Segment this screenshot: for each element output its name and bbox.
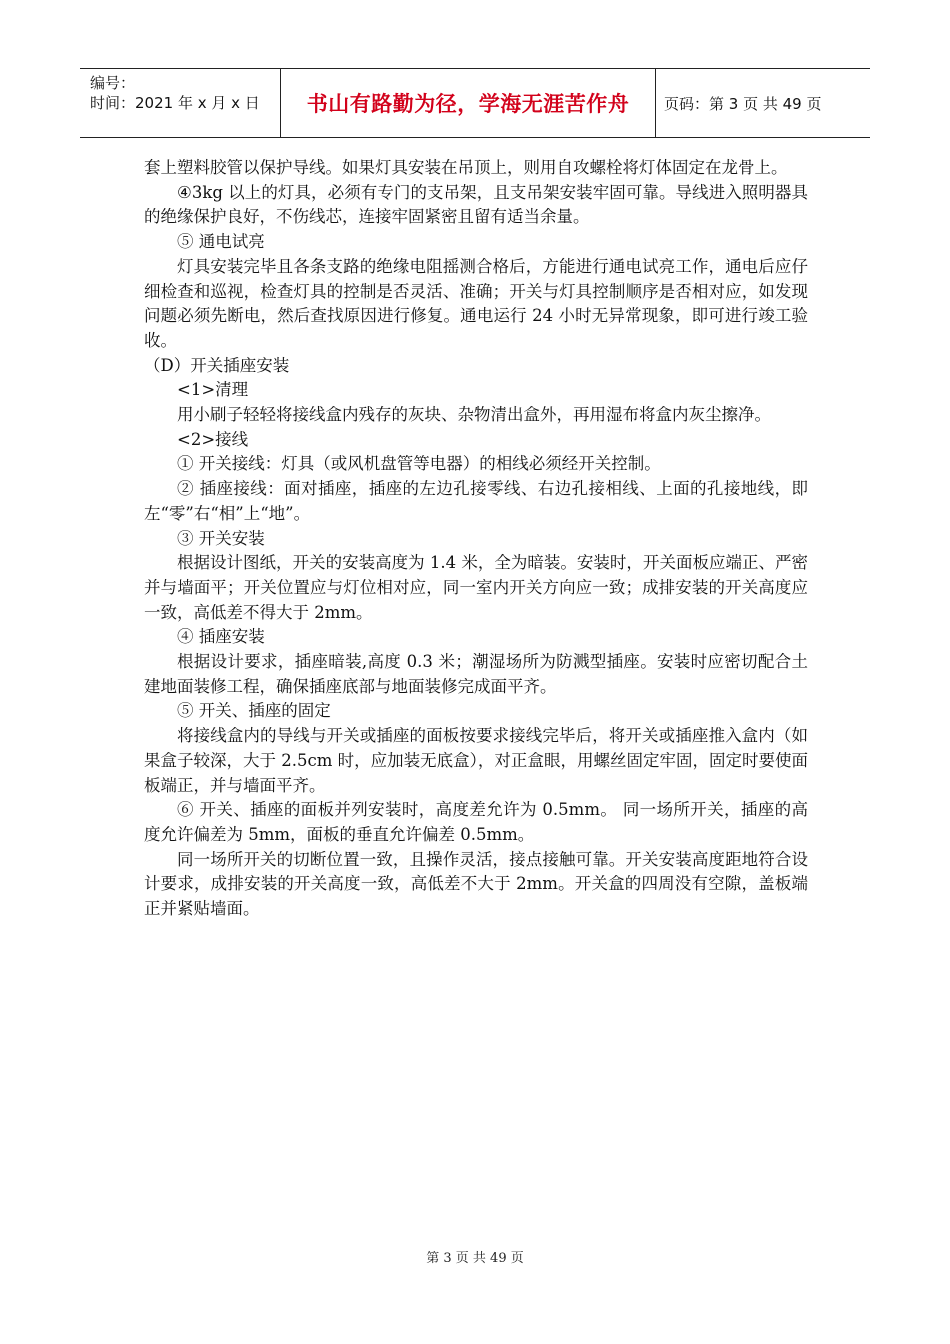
header-motto: 书山有路勤为径，学海无涯苦作舟	[280, 69, 656, 137]
document-body	[144, 156, 808, 922]
page-header	[80, 68, 870, 138]
paragraph: 套上塑料胶管以保护导线。如果灯具安装在吊顶上，则用自攻螺栓将灯体固定在龙骨上。	[144, 158, 788, 177]
paragraph: ② 插座接线：面对插座，插座的左边孔接零线、右边孔接相线、上面的孔接地线，即左“零”右“相”上“地”。	[144, 479, 808, 523]
section-subheading: <2>接线	[177, 429, 249, 449]
section-heading: （D）开关插座安装	[144, 355, 290, 375]
paragraph: 灯具安装完毕且各条支路的绝缘电阻摇测合格后，方能进行通电试亮工作，通电后应仔细检查和巡视，检查灯具的控制是否灵活、准确；开关与灯具控制顺序是否相对应，如发现问题必须先断电，然后查找原因进行修复。通电运行 24 小时无异常现象，即可进行竣工验收。	[144, 256, 808, 350]
section-subheading: ③ 开关安装	[177, 528, 265, 548]
section-subheading: ⑤ 开关、插座的固定	[177, 701, 331, 721]
paragraph: 根据设计图纸，开关的安装高度为 1.4 米，全为暗装。安装时，开关面板应端正、严密并与墙面平；开关位置应与灯位相对应，同一室内开关方向应一致；成排安装的开关高度应一致，高低差不得大于 2mm。	[144, 553, 808, 622]
paragraph: ① 开关接线：灯具（或风机盘管等电器）的相线必须经开关控制。	[177, 454, 661, 474]
paragraph: ⑥ 开关、插座的面板并列安装时，高度差允许为 0.5mm。 同一场所开关，插座的高度允许偏差为 5mm，面板的垂直允许偏差 0.5mm。	[144, 800, 808, 844]
page-footer: 第 3 页 共 49 页	[426, 1251, 524, 1266]
document-date: 时间：2021 年 x 月 x 日	[90, 94, 260, 112]
header-page-number: 页码：第 3 页 共 49 页	[664, 94, 822, 113]
section-subheading: ④ 插座安装	[177, 627, 265, 647]
section-subheading: <1>清理	[177, 380, 249, 400]
paragraph: 根据设计要求，插座暗装,高度 0.3 米；潮湿场所为防溅型插座。安装时应密切配合土建地面装修工程，确保插座底部与地面装修完成面平齐。	[144, 652, 808, 696]
document-number: 编号：	[90, 74, 136, 92]
paragraph: ④3kg 以上的灯具，必须有专门的支吊架，且支吊架安装牢固可靠。导线进入照明器具的绝缘保护良好，不伤线芯，连接牢固紧密且留有适当余量。	[144, 182, 808, 227]
paragraph: 用小刷子轻轻将接线盒内残存的灰块、杂物清出盒外，再用湿布将盒内灰尘擦净。	[177, 405, 771, 425]
section-subheading: ⑤ 通电试亮	[177, 232, 265, 252]
paragraph: 将接线盒内的导线与开关或插座的面板按要求接线完毕后，将开关或插座推入盒内（如果盒子较深，大于 2.5cm 时，应加装无底盒），对正盒眼，用螺丝固定牢固，固定时要使面板端正，并与墙面平齐。	[144, 726, 808, 795]
header-meta	[80, 69, 280, 137]
paragraph: 同一场所开关的切断位置一致，且操作灵活，接点接触可靠。开关安装高度距地符合设计要求，成排安装的开关高度一致，高低差不大于 2mm。开关盒的四周没有空隙，盖板端正并紧贴墙面。	[144, 849, 808, 919]
